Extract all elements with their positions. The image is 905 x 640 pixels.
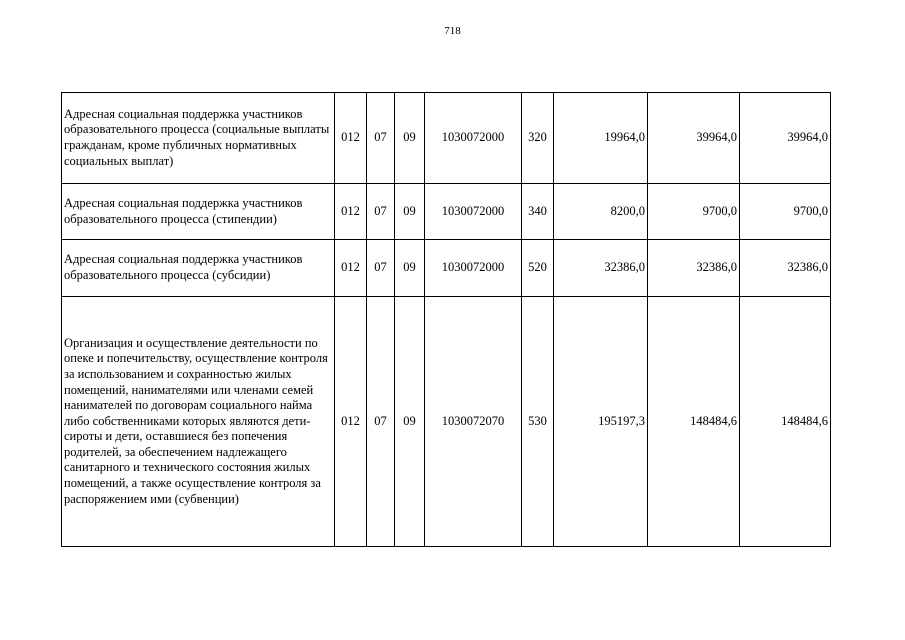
table-row	[62, 184, 831, 240]
ministry-code-cell: 012	[335, 240, 367, 297]
section-code-cell: 07	[367, 297, 395, 547]
amount-year3-cell: 32386,0	[740, 240, 831, 297]
subsection-code-cell: 09	[395, 93, 425, 184]
target-article-cell: 1030072070	[425, 297, 522, 547]
expense-name-cell: Адресная социальная поддержка участников образовательного процесса (субсидии)	[62, 240, 335, 297]
section-code-cell: 07	[367, 93, 395, 184]
expense-type-cell: 340	[522, 184, 554, 240]
amount-year3-cell: 9700,0	[740, 184, 831, 240]
subsection-code-cell: 09	[395, 240, 425, 297]
target-article-cell: 1030072000	[425, 93, 522, 184]
target-article-cell: 1030072000	[425, 184, 522, 240]
table-row	[62, 240, 831, 297]
subsection-code-cell: 09	[395, 297, 425, 547]
page-number: 718	[444, 25, 461, 37]
subsection-code-cell: 09	[395, 184, 425, 240]
amount-year1-cell: 32386,0	[554, 240, 648, 297]
table-row	[62, 297, 831, 547]
ministry-code-cell: 012	[335, 93, 367, 184]
expense-type-cell: 530	[522, 297, 554, 547]
amount-year3-cell: 148484,6	[740, 297, 831, 547]
amount-year1-cell: 8200,0	[554, 184, 648, 240]
table-row	[62, 93, 831, 184]
amount-year2-cell: 32386,0	[648, 240, 740, 297]
amount-year1-cell: 19964,0	[554, 93, 648, 184]
ministry-code-cell: 012	[335, 297, 367, 547]
expense-name-cell: Адресная социальная поддержка участников образовательного процесса (стипендии)	[62, 184, 335, 240]
ministry-code-cell: 012	[335, 184, 367, 240]
amount-year2-cell: 39964,0	[648, 93, 740, 184]
budget-table	[61, 92, 831, 547]
amount-year2-cell: 9700,0	[648, 184, 740, 240]
target-article-cell: 1030072000	[425, 240, 522, 297]
amount-year1-cell: 195197,3	[554, 297, 648, 547]
amount-year2-cell: 148484,6	[648, 297, 740, 547]
expense-type-cell: 520	[522, 240, 554, 297]
expense-name-cell: Адресная социальная поддержка участников образовательного процесса (социальные выплаты гражданам, кроме публичных нормативных социальных выплат)	[62, 93, 335, 184]
amount-year3-cell: 39964,0	[740, 93, 831, 184]
expense-type-cell: 320	[522, 93, 554, 184]
section-code-cell: 07	[367, 240, 395, 297]
expense-name-cell: Организация и осуществление деятельности по опеке и попечительству, осуществление контроля за использованием и сохранностью жилых помещений, нанимателями или членами семей нанимателей по договорам социального найма либо собственниками которых являются дети-сироты и дети, оставшиеся без попечения родителей, за обеспечением надлежащего санитарного и технического состояния жилых помещений, а также осуществление контроля за распоряжением ими (субвенции)	[62, 297, 335, 547]
section-code-cell: 07	[367, 184, 395, 240]
